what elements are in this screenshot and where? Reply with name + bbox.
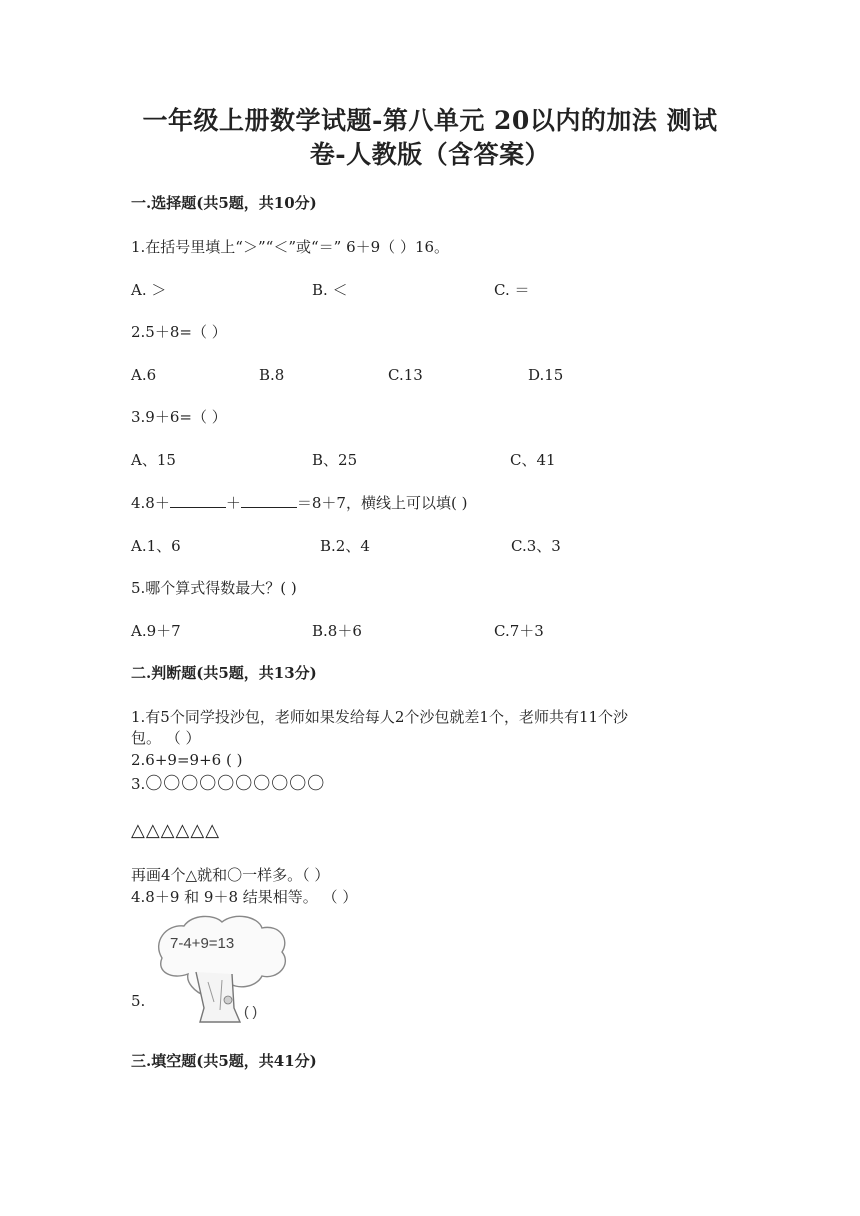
q2-option-b: B.8 (259, 366, 285, 384)
title-line-1: 一年级上册数学试题-第八单元 20以内的加法 测试 (142, 106, 718, 135)
tree-equation: 7-4+9=13 (170, 935, 235, 952)
tree-illustration (148, 912, 314, 1028)
q1-option-a: A. ＞ (131, 281, 167, 299)
q3-option-c: C、41 (510, 451, 556, 469)
q4-blank-2 (241, 493, 297, 508)
question-1: 1.在括号里填上“＞”“＜”或“＝” 6＋9（ ）16。 (131, 238, 450, 256)
q4-mid: ＋ (225, 494, 241, 512)
judgement-3-circles-row (131, 773, 325, 795)
q4-option-a: A.1、6 (131, 537, 181, 555)
q5-option-b: B.8＋6 (312, 622, 362, 640)
judgement-5-label: 5. (131, 992, 146, 1010)
question-2: 2.5＋8=（ ） (131, 323, 227, 341)
q5-option-c: C.7＋3 (494, 622, 544, 640)
q1-option-c: C. ＝ (494, 281, 530, 299)
section-heading-judgement: 二.判断题(共5题，共13分) (131, 664, 317, 682)
section-heading-choice: 一.选择题(共5题，共10分) (131, 194, 317, 212)
q4-blank-1 (170, 493, 226, 508)
judgement-3-label: 3. (131, 775, 146, 793)
tree-image (148, 912, 314, 1028)
judgement-1-line-2: 包。 （ ） (131, 729, 201, 747)
question-4 (131, 492, 467, 514)
q2-option-d: D.15 (528, 366, 564, 384)
q5-option-a: A.9＋7 (131, 622, 181, 640)
judgement-2: 2.6+9=9+6 ( ) (131, 751, 243, 769)
q2-option-a: A.6 (131, 366, 157, 384)
q1-option-b: B. ＜ (312, 281, 348, 299)
judgement-3-text: 再画4个△就和〇一样多。（ ） (131, 866, 330, 884)
triangles-row: △△△△△△ (131, 820, 221, 841)
q3-option-b: B、25 (312, 451, 358, 469)
q4-option-b: B.2、4 (320, 537, 370, 555)
judgement-1-line-1: 1.有5个同学投沙包，老师如果发给每人2个沙包就差1个，老师共有11个沙 (131, 708, 629, 726)
q3-option-a: A、15 (131, 451, 176, 469)
q2-option-c: C.13 (388, 366, 423, 384)
title-line-2: 卷-人教版（含答案） (309, 140, 551, 169)
circles-row: 〇〇〇〇〇〇〇〇〇〇 (145, 774, 326, 794)
question-5: 5.哪个算式得数最大？( ) (131, 579, 297, 597)
question-3: 3.9＋6=（ ） (131, 408, 227, 426)
q4-option-c: C.3、3 (511, 537, 561, 555)
q4-prefix: 4.8＋ (131, 494, 170, 512)
page-title (60, 104, 800, 172)
tree-paren: ( ) (244, 1003, 258, 1019)
section-heading-fill: 三.填空题(共5题，共41分) (131, 1052, 317, 1070)
q4-suffix: ＝8＋7，横线上可以填( ) (296, 494, 468, 512)
judgement-4: 4.8＋9 和 9＋8 结果相等。 （ ） (131, 888, 358, 906)
